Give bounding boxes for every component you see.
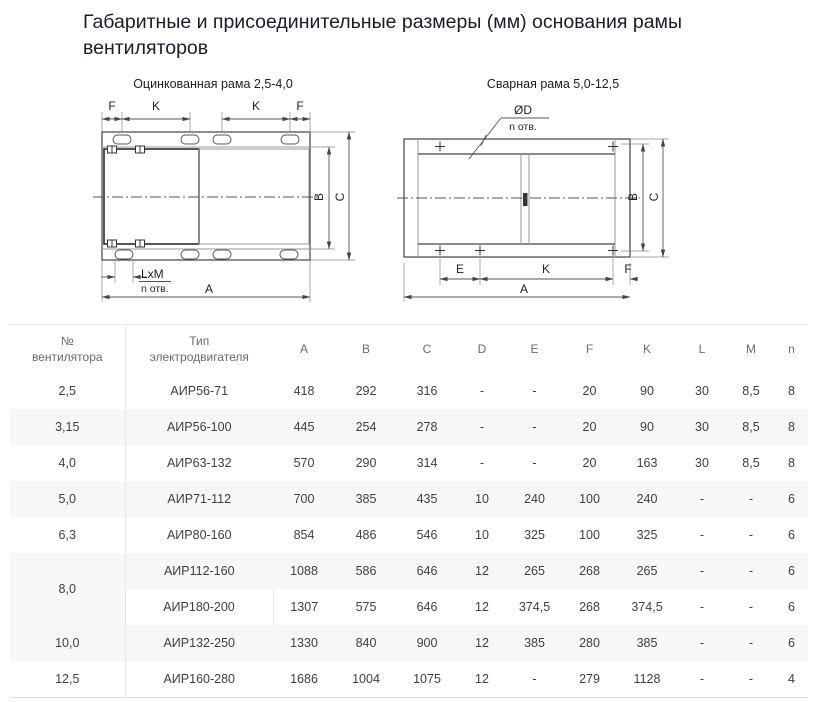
cell-k: 265 [617,553,677,589]
cell-m: 8,5 [727,409,775,445]
header-dim-a: A [299,342,308,357]
cell-fan-number-merged: 8,0 [10,553,125,625]
dim-label-c: C [333,193,347,202]
dimension-right [307,132,355,260]
cell-l: 30 [677,409,727,445]
cell-f: 268 [562,553,617,589]
cell-k: 90 [617,409,677,445]
welded-frame-drawing [397,97,709,312]
cell-n: 4 [788,672,795,687]
dimension-a [404,263,630,302]
table-row [10,373,808,409]
cell-f: 279 [579,672,600,687]
cell-d: 12 [457,625,507,661]
cell-motor-type: АИР132-250 [125,625,273,661]
cell-l: - [699,528,705,543]
table-row [10,553,808,589]
hole-count-label: n отв. [509,121,537,134]
frame-outline [397,139,640,257]
bolt-icon [108,146,145,247]
drawings-section [0,77,818,312]
cell-motor-type: АИР71-112 [125,481,273,517]
cell-n: 6 [788,600,795,615]
cell-motor-type: АИР56-71 [170,384,229,399]
cell-n: 6 [788,528,795,543]
table-row [10,481,808,517]
dim-label-b: B [312,193,326,202]
cell-d: 12 [475,672,489,687]
cell-c: 900 [397,625,457,661]
cell-a: 1330 [273,625,335,661]
cell-k: 240 [617,481,677,517]
table-row [10,409,808,445]
galvanized-frame-drawing [57,97,369,312]
cell-c: 1075 [413,672,441,687]
cell-d: 12 [475,600,489,615]
table-row [10,445,808,481]
dim-label-b: B [626,193,640,202]
cell-e: 240 [507,481,562,517]
cell-b: 586 [335,553,397,589]
dimensions-table [10,324,808,698]
header-dim-e: E [530,342,539,357]
cell-k: 374,5 [631,600,663,615]
dim-label-k-right: K [251,99,261,114]
header-dim-k: K [642,342,651,357]
header-motor-type-line1: Тип [189,334,210,349]
cell-l: - [677,481,727,517]
cell-k: 385 [617,625,677,661]
cell-d: 10 [457,481,507,517]
figure-galvanized-title: Оцинкованная рама 2,5-4,0 [133,77,293,92]
cell-b: 575 [355,600,377,615]
cell-m: - [727,481,775,517]
header-dim-l: L [698,342,706,357]
cell-c: 646 [416,600,438,615]
figure-welded-frame [397,77,709,312]
dim-label-e: E [455,262,465,277]
cell-motor-type: АИР112-160 [125,553,273,589]
cell-c: 646 [397,553,457,589]
cell-fan-number: 2,5 [10,373,125,409]
cell-m: - [727,553,775,589]
cell-fan-number: 12,5 [10,661,125,698]
table-header-row [10,325,808,374]
cell-l: 30 [695,456,709,471]
cell-motor-type: АИР56-100 [125,409,273,445]
cell-e: - [507,409,562,445]
cell-c: 314 [416,456,438,471]
cell-fan-number: 10,0 [10,625,125,661]
dim-label-f: F [624,262,632,277]
cell-a: 1088 [273,553,335,589]
slot-holes-label: n отв. [141,283,169,296]
dim-label-c: C [647,193,661,202]
table-row [10,589,808,625]
cell-b: 290 [355,456,377,471]
cell-e: 325 [524,528,545,543]
cell-c: 546 [416,528,438,543]
dim-label-k: K [541,262,551,277]
cell-k: 90 [640,384,654,399]
cell-m: - [727,625,775,661]
cell-n: 8 [788,456,795,471]
cell-fan-number: 3,15 [10,409,125,445]
header-dim-b: B [361,342,370,357]
cell-b: 385 [335,481,397,517]
cell-k: 163 [636,456,658,471]
dimension-top [102,99,310,133]
cell-a: 854 [293,528,315,543]
hole-dia-label: ØD [514,103,532,118]
cell-fan-number: 6,3 [10,517,125,553]
cell-e: 374,5 [518,600,551,615]
dimension-right [621,139,669,257]
cell-c: 435 [397,481,457,517]
figure-galvanized-frame [57,77,369,312]
cell-d: - [479,384,485,399]
cell-m: 8,5 [742,456,760,471]
table-row [10,625,808,661]
cell-d: 12 [457,553,507,589]
cell-f: 100 [562,481,617,517]
cell-b: 292 [355,384,377,399]
cell-b: 486 [355,528,377,543]
table-row [10,661,808,698]
cell-n: 8 [788,384,795,399]
dim-label-k-left: K [151,99,161,114]
dim-label-a: A [519,282,529,297]
cell-f: 100 [579,528,600,543]
cell-e: - [532,384,537,399]
cell-m: - [748,528,754,543]
header-fan-number-line1: № [60,334,74,349]
cell-a: 570 [293,456,315,471]
cell-b: 1004 [352,672,380,687]
cell-motor-type: АИР180-200 [125,589,273,625]
cell-f: 20 [582,384,597,399]
frame-outline [93,132,319,260]
cell-b: 840 [335,625,397,661]
cell-motor-type: АИР80-160 [166,528,232,543]
header-fan-number [10,325,125,374]
cell-l: - [677,625,727,661]
cell-e: 265 [507,553,562,589]
table-row [10,517,808,553]
dim-label-a: A [204,282,214,297]
cell-n: 6 [775,553,808,589]
cell-l: - [699,600,705,615]
cell-k: 1128 [633,672,661,687]
cell-a: 418 [293,384,315,399]
header-dim-n: n [788,342,795,357]
cell-b: 254 [335,409,397,445]
cell-e: - [532,672,537,687]
cell-fan-number: 5,0 [10,481,125,517]
cell-motor-type: АИР63-132 [166,456,232,471]
cell-a: 1307 [290,600,319,615]
header-dim-c: C [422,342,432,357]
header-dim-f: F [585,342,594,357]
dim-label-f-left: F [108,99,116,114]
cell-d: 10 [475,528,489,543]
cell-e: 385 [507,625,562,661]
cell-n: 6 [775,481,808,517]
cell-f: 268 [579,600,600,615]
cell-a: 1686 [290,672,318,687]
dim-label-f-right: F [296,99,304,114]
cell-f: 280 [562,625,617,661]
cell-m: - [748,600,754,615]
header-dim-m: M [746,342,756,357]
cell-fan-number: 4,0 [10,445,125,481]
cell-d: - [457,409,507,445]
page-title: Габаритные и присоединительные размеры (мм) основания рамы вентиляторов [83,11,682,59]
cell-n: 8 [775,409,808,445]
cell-l: - [699,672,705,687]
header-motor-type [125,325,273,374]
cell-motor-type: АИР160-280 [163,672,236,687]
cell-e: - [532,456,537,471]
cell-l: - [677,553,727,589]
cell-d: - [479,456,485,471]
cell-a: 700 [273,481,335,517]
slot-size-label: LxM [141,267,164,282]
header-motor-type-line2: электродвигателя [149,350,249,365]
dimension-bottom [440,257,638,285]
cell-k: 325 [636,528,658,543]
cell-c: 316 [416,384,438,399]
cell-f: 20 [562,409,617,445]
header-fan-number-line2: вентилятора [31,350,103,365]
cell-f: 20 [582,456,597,471]
cell-a: 445 [273,409,335,445]
cell-n: 6 [775,625,808,661]
header-dim-d: D [477,342,487,357]
figure-welded-title: Сварная рама 5,0-12,5 [486,77,620,92]
cell-m: - [748,672,754,687]
cell-l: 30 [695,384,709,399]
cell-c: 278 [397,409,457,445]
hole-callout [469,103,549,159]
dimension-slot [101,260,171,295]
cell-m: 8,5 [742,384,760,399]
